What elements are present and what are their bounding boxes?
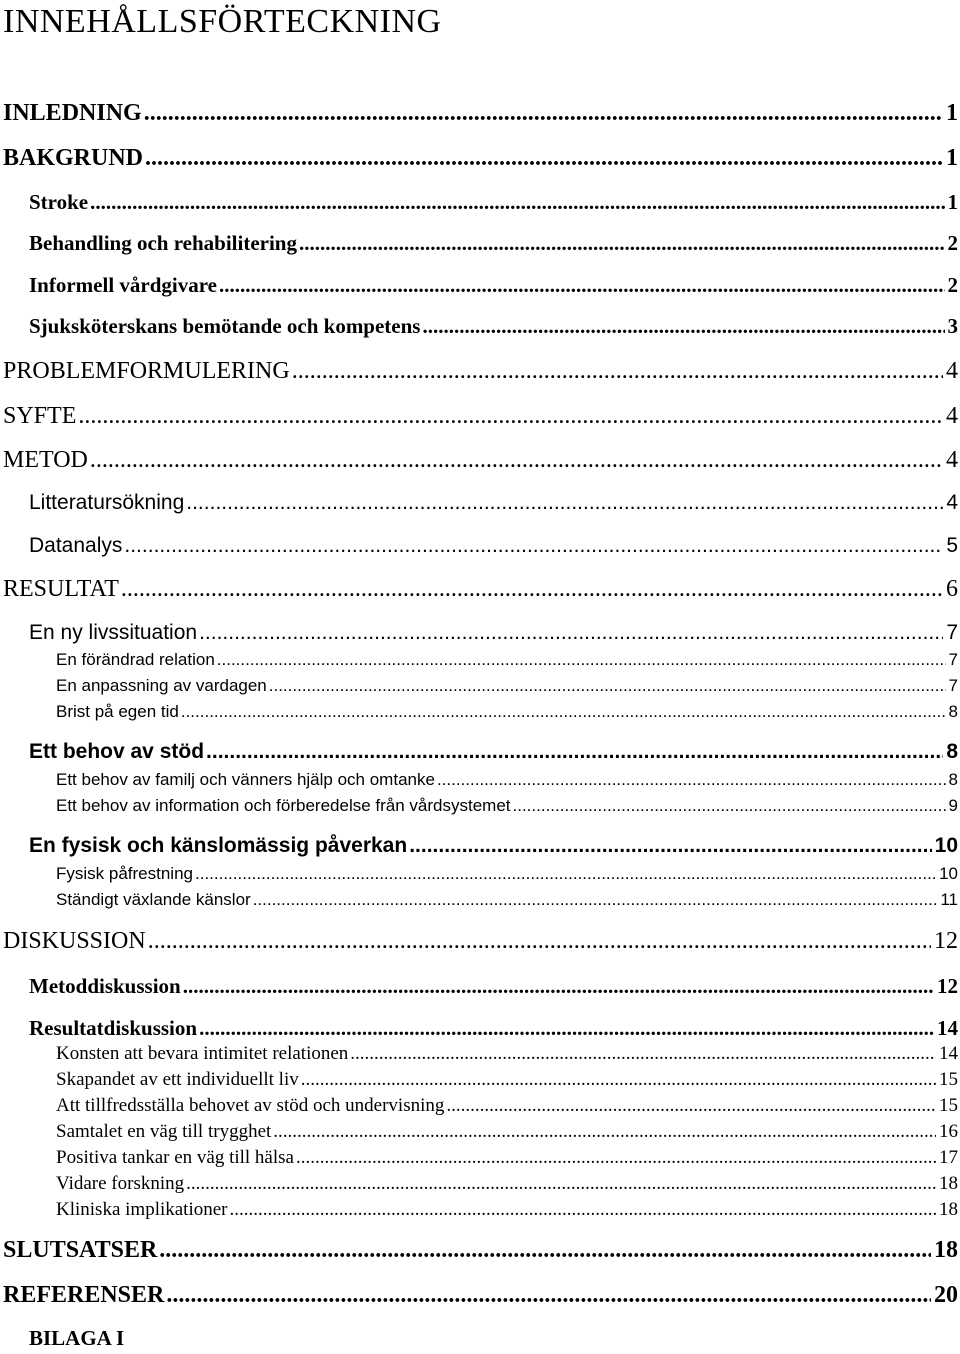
toc-entry-page: 12 (937, 974, 958, 998)
toc-entry-label: En ny livssituation (29, 621, 198, 644)
dot-leader (350, 1043, 936, 1065)
dot-leader (301, 1069, 936, 1091)
toc-entry (29, 190, 958, 215)
toc-entry (29, 834, 958, 858)
toc-entry-page: 4 (946, 447, 958, 473)
toc-entry-label: Fysisk påfrestning (56, 864, 193, 883)
dot-leader (230, 1199, 936, 1221)
toc-entry-label: Sjuksköterskans bemötande och kompetens (29, 314, 421, 338)
toc-entry-page: 7 (946, 621, 958, 644)
toc-entry (56, 1121, 958, 1143)
toc-entry-label: Informell vårdgivare (29, 273, 217, 297)
toc-entry-label: Datanalys (29, 534, 123, 557)
dot-leader (166, 1282, 931, 1309)
toc-entry-label: Ett behov av familj och vänners hjälp och omtanke (56, 770, 435, 789)
dot-leader (273, 1121, 936, 1143)
dot-leader (195, 864, 936, 884)
toc-entry (56, 702, 958, 722)
toc-entry (56, 770, 958, 790)
toc-entry-page: 10 (934, 834, 958, 857)
toc-entry (3, 358, 958, 385)
toc-entry-page: 8 (946, 740, 958, 763)
toc-entry-page: 18 (939, 1173, 958, 1194)
toc-entry-page: 14 (939, 1043, 958, 1064)
toc-entry-label: Metoddiskussion (29, 974, 181, 998)
toc-entry-page: 11 (940, 890, 958, 909)
dot-leader (90, 447, 943, 474)
toc-entry (29, 231, 958, 256)
toc-entry-label: RESULTAT (3, 576, 119, 602)
toc-entry (3, 145, 958, 172)
dot-leader (437, 770, 946, 790)
dot-leader (183, 974, 934, 999)
toc-entry-page: 15 (939, 1069, 958, 1090)
dot-leader (199, 621, 943, 645)
dot-leader (217, 650, 946, 670)
toc-entry-label: BAKGRUND (3, 145, 144, 171)
toc-entry (29, 740, 958, 764)
dot-leader (186, 491, 943, 515)
dot-leader (299, 231, 945, 256)
page-title: INNEHÅLLSFÖRTECKNING (3, 3, 442, 40)
toc-entry (29, 621, 958, 645)
toc-entry-page: 7 (948, 676, 958, 695)
toc-entry-label: Ett behov av information och förberedelse från vårdsystemet (56, 796, 511, 815)
dot-leader (253, 890, 938, 910)
toc-entry-page: 2 (947, 273, 958, 297)
dot-leader (78, 403, 943, 430)
toc-entry-page: 9 (948, 796, 958, 815)
toc-entry-label: Ett behov av stöd (29, 740, 205, 763)
toc-entry (3, 403, 958, 430)
toc-entry-page: 18 (934, 1237, 958, 1263)
toc-entry-label: INLEDNING (3, 100, 142, 126)
toc-entry (29, 534, 958, 558)
toc-entry-label: Positiva tankar en väg till hälsa (56, 1147, 294, 1168)
toc-entry-page: 8 (948, 770, 958, 789)
toc-entry (29, 1016, 958, 1041)
toc-entry-page: 6 (946, 576, 958, 602)
dot-leader (199, 1016, 934, 1041)
toc-entry (56, 1147, 958, 1169)
dot-leader (269, 676, 946, 696)
toc-entry-label: DISKUSSION (3, 928, 146, 954)
toc-entry-page: 2 (947, 231, 958, 255)
toc-entry-label: En förändrad relation (56, 650, 215, 669)
toc-entry-label: Resultatdiskussion (29, 1016, 198, 1040)
toc-entry-page: 18 (939, 1199, 958, 1220)
dot-leader (422, 314, 944, 339)
toc-entry-label: Ständigt växlande känslor (56, 890, 251, 909)
toc-entry-page: 15 (939, 1095, 958, 1116)
dot-leader (181, 702, 946, 722)
toc-entry (3, 928, 958, 955)
toc-entry-label: SLUTSATSER (3, 1237, 158, 1263)
toc-entry (3, 1237, 958, 1264)
toc-entry-page: 10 (939, 864, 958, 883)
dot-leader (121, 576, 943, 603)
dot-leader (144, 100, 943, 127)
dot-leader (513, 796, 946, 816)
dot-leader (124, 534, 943, 558)
toc-entry-page: 1 (946, 100, 958, 126)
toc-entry-page: 17 (939, 1147, 958, 1168)
toc-entry-page: 16 (939, 1121, 958, 1142)
toc-entry-label: Samtalet en väg till trygghet (56, 1121, 272, 1142)
appendix-label: BILAGA I (29, 1326, 125, 1350)
toc-entry-label: Att tillfredsställa behovet av stöd och undervisning (56, 1095, 445, 1116)
toc-entry-label: REFERENSER (3, 1282, 165, 1308)
toc-entry (56, 676, 958, 696)
toc-entry-page: 8 (948, 702, 958, 721)
toc-entry (3, 100, 958, 127)
toc-entry-page: 12 (934, 928, 958, 954)
toc-entry (56, 1173, 958, 1195)
toc-entry (29, 273, 958, 298)
toc-entry-page: 1 (947, 190, 958, 214)
toc-entry (56, 1043, 958, 1065)
toc-entry-label: SYFTE (3, 403, 77, 429)
toc-entry (56, 864, 958, 884)
toc-entry-label: Brist på egen tid (56, 702, 179, 721)
toc-entry (29, 974, 958, 999)
dot-leader (159, 1237, 931, 1264)
toc-entry-label: METOD (3, 447, 88, 473)
toc-entry-page: 4 (946, 358, 958, 384)
toc-entry-page: 4 (946, 491, 958, 514)
toc-entry (56, 1199, 958, 1221)
toc-entry-page: 14 (937, 1016, 958, 1040)
toc-entry-page: 4 (946, 403, 958, 429)
toc-entry-page: 3 (947, 314, 958, 338)
toc-entry-label: En anpassning av vardagen (56, 676, 267, 695)
dot-leader (148, 928, 931, 955)
toc-entry (3, 1282, 958, 1309)
toc-entry-label: Skapandet av ett individuellt liv (56, 1069, 299, 1090)
toc-entry (56, 796, 958, 816)
toc-entry-label: Behandling och rehabilitering (29, 231, 297, 255)
toc-entry-page: 20 (934, 1282, 958, 1308)
dot-leader (145, 145, 943, 172)
toc-entry (56, 890, 958, 910)
toc-entry (29, 491, 958, 515)
toc-entry-page: 1 (946, 145, 958, 171)
toc-entry (56, 1069, 958, 1091)
dot-leader (409, 834, 931, 858)
toc-entry-label: En fysisk och känslomässig påverkan (29, 834, 408, 857)
dot-leader (292, 358, 943, 385)
toc-entry-label: Kliniska implikationer (56, 1199, 228, 1220)
dot-leader (219, 273, 945, 298)
toc-entry (29, 314, 958, 339)
toc-entry (3, 447, 958, 474)
toc-entry-label: PROBLEMFORMULERING (3, 358, 290, 384)
dot-leader (206, 740, 943, 764)
toc-entry-page: 7 (948, 650, 958, 669)
toc-entry (56, 1095, 958, 1117)
toc-entry-label: Vidare forskning (56, 1173, 185, 1194)
toc-entry-label: Konsten att bevara intimitet relationen (56, 1043, 349, 1064)
toc-entry-page: 5 (946, 534, 958, 557)
toc-entry-label: Litteratursökning (29, 491, 185, 514)
dot-leader (90, 190, 944, 215)
toc-entry (3, 576, 958, 603)
dot-leader (446, 1095, 936, 1117)
toc-entry (56, 650, 958, 670)
dot-leader (296, 1147, 936, 1169)
dot-leader (186, 1173, 936, 1195)
toc-entry-label: Stroke (29, 190, 89, 214)
